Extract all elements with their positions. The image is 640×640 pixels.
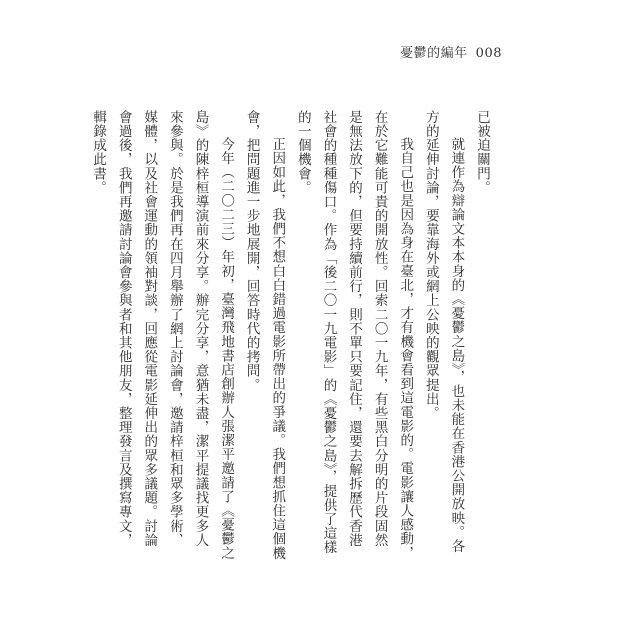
paragraph-continuation: 已被迫關門。: [474, 110, 490, 195]
running-header: [400, 42, 502, 61]
paragraph: 就連作為辯論文本本身的《憂鬱之島》，也未能在香港公開放映。各方的延伸討論，要靠海外或網上公映的觀眾提出。: [422, 110, 465, 554]
page-number: 008: [475, 46, 502, 61]
running-title: 憂鬱的編年: [400, 46, 468, 61]
paragraph: 我自己也是因為身在臺北，才有機會看到這電影的。電影讓人感動，在於它難能可貴的開放性。回索二〇一九年，有些黑白分明的片段固然是無法放下的，但要持續前行，則不單只要記住，還要去解拆歷代香港社會的種種傷口。作為「後二〇一九電影」的《憂鬱之島》，提供了這樣的一個機會。: [294, 110, 414, 560]
vertical-body-text: [90, 110, 494, 560]
paragraph: 今年（二〇二三）年初，臺灣飛地書店創辦人張潔平邀請了《憂鬱之島》的陳梓桓導演前來分享。辦完分享，意猶未盡，潔平提議找更多人來參與。於是我們再在四月舉辦了網上討論會，邀請梓桓和眾多學術、媒體，以及社會運動的領袖對談，回應從電影延伸出的眾多議題。討論會過後，我們再邀請討論會參與者和其他朋友，整理發言及撰寫專文，輯錄成此書。: [90, 110, 235, 560]
paragraph: 正因如此，我們不想白白錯過電影所帶出的爭議。我們想抓住這個機會，把問題進一步地展開，回答時代的拷問。: [243, 110, 286, 560]
